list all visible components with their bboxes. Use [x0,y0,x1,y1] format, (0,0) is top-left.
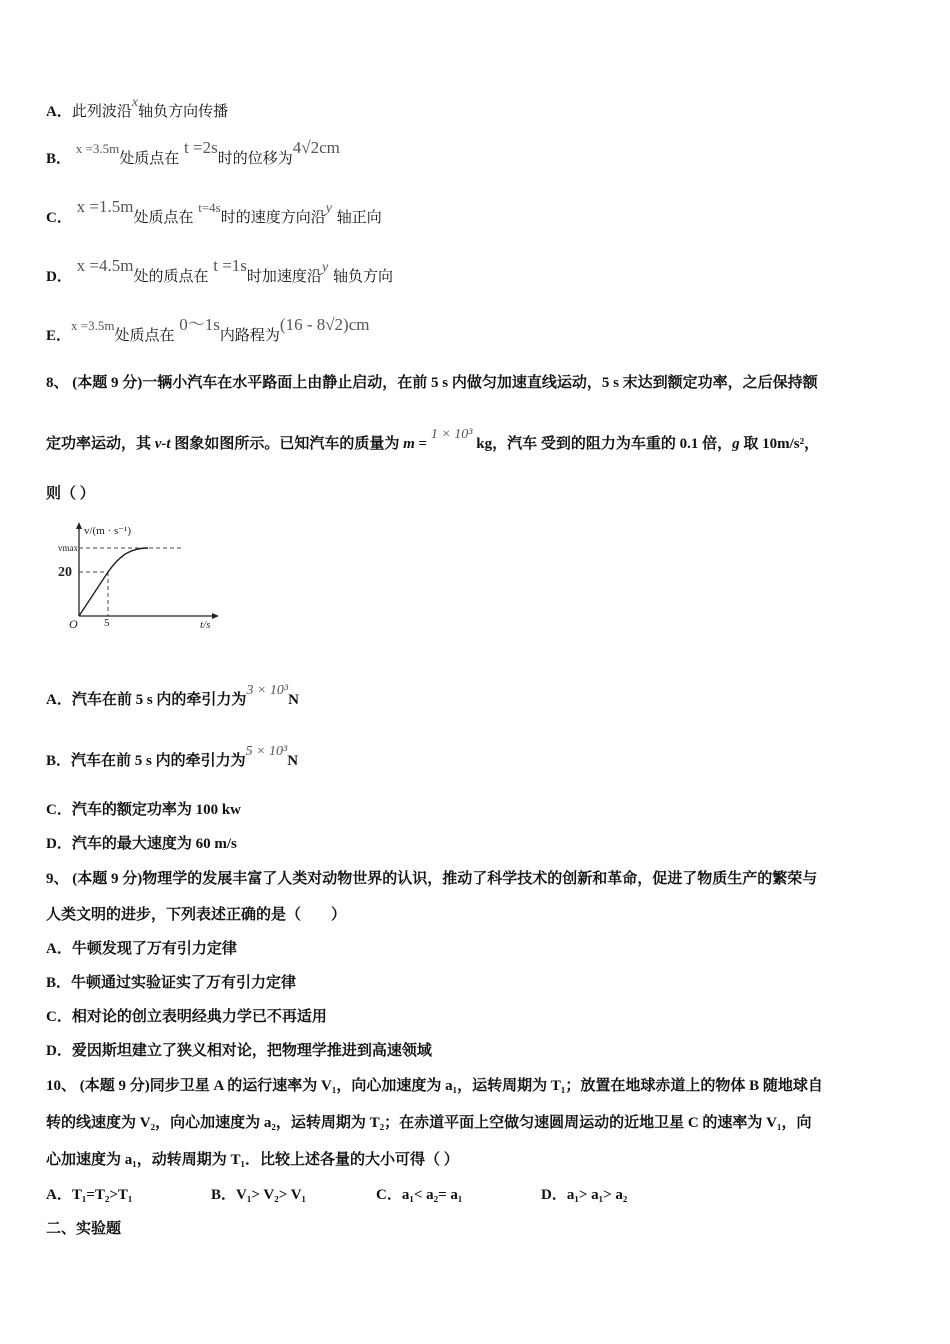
q10-option-a: A．T₁=T₂>T₁ [46,1187,133,1203]
graph-ylabel: v/(m · s⁻¹) [84,525,131,537]
q9-option-a: A．牛顿发现了万有引力定律 [46,941,237,957]
q10-options [46,1185,906,1205]
graph-x-arrow [212,613,219,619]
section-heading: 二、实验题 [46,1221,122,1237]
q7-option-a: A．此列波沿x轴负方向传播 [46,95,229,120]
q10-option-c: C．a₁< a₂= a₁ [376,1187,463,1203]
q8-option-c: C．汽车的额定功率为 100 kw [46,802,242,818]
q8-stem-line3: 则（ ） [46,486,95,502]
q7-option-e: E．x =3.5m处质点在 0～1s内路程为(16 - 8√2)cm [46,315,370,344]
q9-stem-line2: 人类文明的进步，下列表述正确的是（ ） [46,907,347,923]
graph-xlabel: t/s [200,619,211,631]
q9-option-b: B．牛顿通过实验证实了万有引力定律 [46,975,297,991]
mass-value: 1 × 10³ [430,427,473,442]
graph-20-label: 20 [58,565,72,580]
q10-stem-line3: 心加速度为 a₁，动转周期为 T₁．比较上述各量的大小可得（ ） [46,1152,459,1168]
q8-stem-line2: 定功率运动，其 v-t 图象如图所示。已知汽车的质量为 m = 1 × 10³ kg，汽车 受到的阻力为车重的 0.1 倍，g 取 10m/s²， [46,427,820,452]
q10-stem-line1: 10、 (本题 9 分)同步卫星 A 的运行速率为 V₁，向心加速度为 a₁，运转周期为 T₁；放置在地球赤道上的物体 B 随地球自 [46,1078,823,1094]
q8-option-b: B．汽车在前 5 s 内的牵引力为5 × 10³N [46,744,299,769]
vt-graph [52,520,222,632]
graph-curve [79,548,148,616]
q7-option-c: C． x =1.5m处质点在 t=4s时的速度方向沿y 轴正向 [46,197,382,226]
graph-x5-label: 5 [104,617,110,629]
q10-option-d: D．a₁> a₁> a₂ [541,1187,628,1203]
graph-y-arrow [76,522,82,529]
q7-option-b: B． x =3.5m处质点在 t =2s时的位移为4√2cm [46,138,340,167]
graph-vmax-label: vmax [58,543,78,553]
graph-origin-label: O [69,617,78,631]
q8-option-a: A．汽车在前 5 s 内的牵引力为3 × 10³N [46,683,299,708]
q10-stem-line2: 转的线速度为 V₂，向心加速度为 a₂，运转周期为 T₂；在赤道平面上空做匀速圆周运动的近地卫星 C 的速率为 V₁，向 [46,1115,812,1131]
q9-option-d: D．爱因斯坦建立了狭义相对论，把物理学推进到高速领域 [46,1043,432,1059]
q8-option-d: D．汽车的最大速度为 60 m/s [46,836,237,852]
q9-stem-line1: 9、 (本题 9 分)物理学的发展丰富了人类对动物世界的认识，推动了科学技术的创新和革命，促进了物质生产的繁荣与 [46,871,818,887]
q7-option-d: D． x =4.5m处的质点在 t =1s时加速度沿y 轴负方向 [46,256,393,285]
q9-option-c: C．相对论的创立表明经典力学已不再适用 [46,1009,327,1025]
q8-stem-line1: 8、 (本题 9 分)一辆小汽车在水平路面上由静止启动，在前 5 s 内做匀加速直线运动，5 s 末达到额定功率，之后保持额 [46,375,818,391]
q10-option-b: B．V₁> V₂> V₁ [211,1187,307,1203]
